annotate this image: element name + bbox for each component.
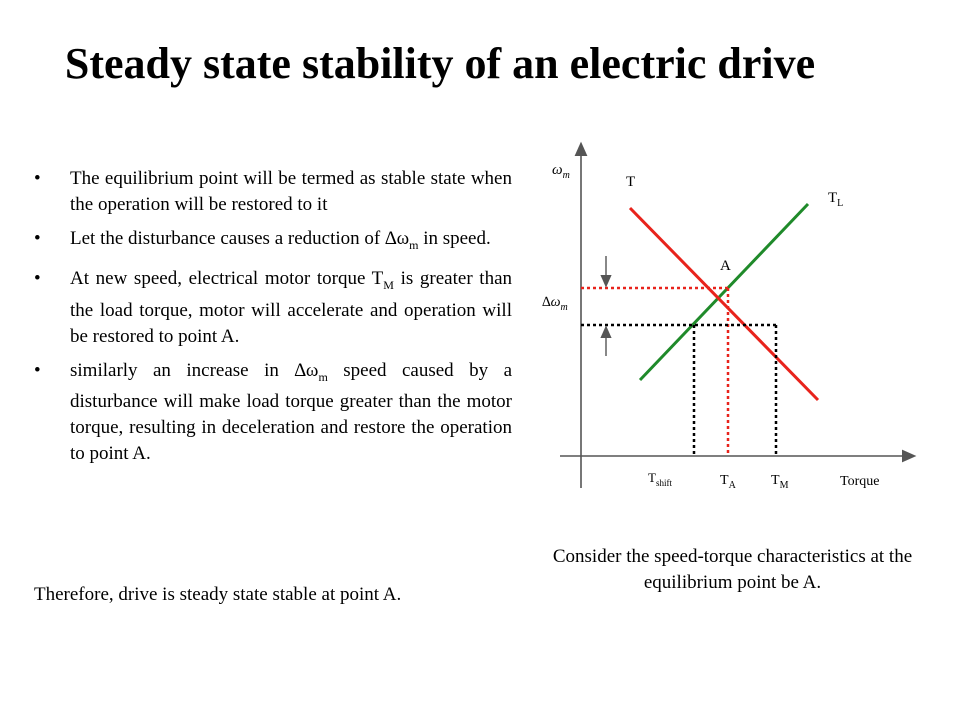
load-torque-curve [640, 204, 808, 380]
tick-a-label: $T_A$ [720, 473, 736, 491]
diagram-caption: Consider the speed-torque characteristics at the equilibrium point be A. [552, 546, 913, 593]
speed-torque-diagram [530, 140, 930, 500]
tick-shift-label: $T_{shift}$ [648, 470, 672, 488]
bullet-item [34, 226, 512, 258]
point-a-label: A [720, 258, 731, 274]
bullet-text: The equilibrium point will be termed as stable state when the operation will be restored to it [70, 168, 512, 215]
delta-omega-subscript: m [409, 237, 419, 252]
motor-curve-label: T [626, 174, 636, 190]
load-curve-label: $T_L$ [828, 190, 844, 209]
tick-m-label: $T_M$ [771, 473, 789, 491]
y-axis-label: $\omega_m$ [552, 162, 570, 181]
bullet-symbol: • [34, 228, 41, 249]
bullet-text: Let the disturbance causes a reduction of [70, 228, 385, 249]
bullet-item [34, 266, 512, 350]
bullet-symbol: • [34, 168, 41, 189]
bullet-item [34, 358, 512, 468]
delta-omega-subscript: m [318, 369, 328, 384]
delta-omega-symbol: ∆ω [294, 359, 319, 381]
slide-title: Steady state stability of an electric drive [64, 39, 816, 88]
bullet-text: is greater than the load torque, motor will accelerate and operation will be restored to point A. [70, 267, 512, 347]
bullet-item [34, 166, 512, 218]
motor-torque-curve [630, 208, 818, 400]
x-axis-label: Torque [840, 474, 880, 489]
summary-text: Therefore, drive is steady state stable at point A. [34, 584, 402, 605]
bullet-text: At new speed, electrical motor torque T [70, 267, 384, 289]
bullet-text: in speed. [418, 228, 491, 249]
bullet-text: similarly an increase in [70, 359, 295, 381]
delta-omega-symbol: ∆ω [384, 228, 410, 249]
torque-subscript: M [383, 277, 394, 292]
delta-omega-label: $\Delta\omega_m$ [542, 295, 568, 313]
bullet-list [34, 166, 512, 475]
bullet-text: speed caused by a disturbance will make load torque greater than the motor torque, resulting in deceleration and restore the operation to point A. [70, 359, 512, 465]
bullet-symbol: • [34, 359, 41, 381]
bullet-symbol: • [34, 267, 41, 289]
